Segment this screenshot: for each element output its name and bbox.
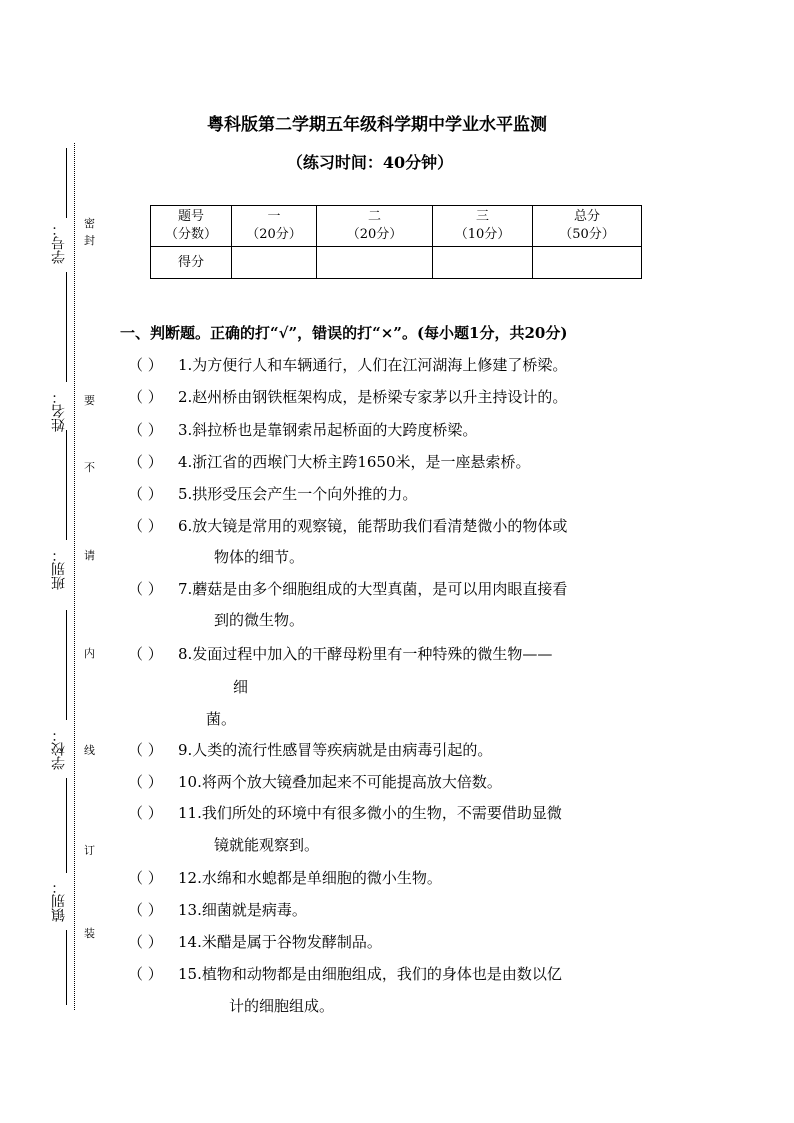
answer-paren[interactable]: （ ） bbox=[128, 645, 163, 663]
answer-paren[interactable]: （ ） bbox=[128, 965, 163, 983]
header-cell-part2: 二 （20分） bbox=[317, 206, 433, 247]
town-label: 镇别： bbox=[51, 880, 67, 922]
answer-paren[interactable]: （ ） bbox=[128, 453, 163, 471]
question-13 bbox=[128, 899, 307, 920]
question-text: 12.水绵和水螅都是单细胞的微小生物。 bbox=[178, 869, 442, 887]
class-field[interactable] bbox=[66, 430, 67, 540]
seal-char-qing: 请 bbox=[84, 549, 95, 562]
question-text: 1.为方便行人和车辆通行，人们在江河湖海上修建了桥梁。 bbox=[178, 356, 568, 374]
question-text: 15.植物和动物都是由细胞组成，我们的身体也是由数以亿 bbox=[178, 965, 562, 983]
question-8-continuation-2: 菌。 bbox=[206, 710, 237, 728]
seal-char-yao: 要 bbox=[84, 394, 95, 407]
seal-char-ding: 订 bbox=[84, 844, 95, 857]
question-14 bbox=[128, 931, 382, 952]
section1-heading: 一、判断题。正确的打“√”，错误的打“×”。(每小题1分，共20分) bbox=[120, 324, 568, 342]
seal-char-feng: 封 bbox=[84, 234, 95, 247]
header-cell-part1: 一 （20分） bbox=[232, 206, 317, 247]
answer-paren[interactable]: （ ） bbox=[128, 804, 163, 822]
question-8-continuation: 细 bbox=[233, 678, 249, 696]
exam-title: 粤科版第二学期五年级科学期中学业水平监测 bbox=[207, 115, 547, 135]
question-7 bbox=[128, 578, 567, 599]
seal-char-mi: 密 bbox=[84, 217, 95, 230]
score-cell-total[interactable] bbox=[533, 247, 642, 279]
question-2 bbox=[128, 386, 567, 407]
answer-paren[interactable]: （ ） bbox=[128, 773, 163, 791]
class-label: 班别： bbox=[51, 548, 67, 590]
question-11-continuation: 镜就能观察到。 bbox=[214, 836, 320, 854]
question-text: 14.米醋是属于谷物发酵制品。 bbox=[178, 933, 382, 951]
school-label: 学校： bbox=[51, 728, 67, 770]
score-cell-part3[interactable] bbox=[433, 247, 533, 279]
score-cell-part1[interactable] bbox=[232, 247, 317, 279]
question-9 bbox=[128, 739, 492, 760]
answer-paren[interactable]: （ ） bbox=[128, 356, 163, 374]
answer-paren[interactable]: （ ） bbox=[128, 741, 163, 759]
school-field[interactable] bbox=[66, 610, 67, 720]
header-cell-total: 总分 （50分） bbox=[533, 206, 642, 247]
student-id-label: 学号： bbox=[51, 222, 67, 264]
town-field-lower bbox=[66, 930, 67, 1005]
exam-subtitle: （练习时间：40分钟） bbox=[286, 153, 454, 172]
seal-char-zhuang: 装 bbox=[84, 927, 95, 940]
question-5 bbox=[128, 483, 417, 504]
score-table bbox=[150, 205, 642, 279]
question-text: 10.将两个放大镜叠加起来不可能提高放大倍数。 bbox=[178, 773, 502, 791]
header-cell-number: 题号 （分数） bbox=[151, 206, 232, 247]
question-6-continuation: 物体的细节。 bbox=[214, 548, 305, 566]
question-15-continuation: 计的细胞组成。 bbox=[229, 997, 335, 1015]
seal-char-xian: 线 bbox=[84, 744, 95, 757]
score-label-cell: 得分 bbox=[151, 247, 232, 279]
name-field[interactable] bbox=[66, 272, 67, 382]
seal-char-bu: 不 bbox=[84, 461, 95, 474]
answer-paren[interactable]: （ ） bbox=[128, 421, 163, 439]
question-text: 11.我们所处的环境中有很多微小的生物，不需要借助显微 bbox=[178, 804, 562, 822]
answer-paren[interactable]: （ ） bbox=[128, 901, 163, 919]
question-15 bbox=[128, 963, 562, 984]
question-text: 6.放大镜是常用的观察镜，能帮助我们看清楚微小的物体或 bbox=[178, 517, 568, 535]
seal-char-nei: 内 bbox=[84, 647, 95, 660]
header-cell-part3: 三 （10分） bbox=[433, 206, 533, 247]
question-text: 7.蘑菇是由多个细胞组成的大型真菌，是可以用肉眼直接看 bbox=[178, 580, 568, 598]
question-text: 9.人类的流行性感冒等疾病就是由病毒引起的。 bbox=[178, 741, 493, 759]
question-12 bbox=[128, 867, 442, 888]
question-1 bbox=[128, 354, 567, 375]
question-10 bbox=[128, 771, 502, 792]
question-text: 4.浙江省的西堠门大桥主跨1650米，是一座悬索桥。 bbox=[178, 453, 531, 471]
answer-paren[interactable]: （ ） bbox=[128, 485, 163, 503]
question-text: 5.拱形受压会产生一个向外推的力。 bbox=[178, 485, 418, 503]
answer-paren[interactable]: （ ） bbox=[128, 869, 163, 887]
question-7-continuation: 到的微生物。 bbox=[214, 611, 305, 629]
score-table-header-row bbox=[151, 206, 642, 247]
question-text: 2.赵州桥由钢铁框架构成，是桥梁专家茅以升主持设计的。 bbox=[178, 388, 568, 406]
question-text: 13.细菌就是病毒。 bbox=[178, 901, 307, 919]
question-6 bbox=[128, 515, 567, 536]
answer-paren[interactable]: （ ） bbox=[128, 580, 163, 598]
town-field[interactable] bbox=[66, 778, 67, 873]
question-text: 3.斜拉桥也是靠钢索吊起桥面的大跨度桥梁。 bbox=[178, 421, 478, 439]
question-text: 8.发面过程中加入的干酵母粉里有一种特殊的微生物—— bbox=[178, 645, 553, 663]
score-cell-part2[interactable] bbox=[317, 247, 433, 279]
question-8 bbox=[128, 643, 552, 664]
answer-paren[interactable]: （ ） bbox=[128, 388, 163, 406]
answer-paren[interactable]: （ ） bbox=[128, 517, 163, 535]
name-label: 姓名： bbox=[51, 390, 67, 432]
question-4 bbox=[128, 451, 531, 472]
binding-dotted-line bbox=[74, 143, 75, 1010]
answer-paren[interactable]: （ ） bbox=[128, 933, 163, 951]
question-3 bbox=[128, 419, 477, 440]
score-table-score-row bbox=[151, 247, 642, 279]
question-11 bbox=[128, 802, 562, 823]
